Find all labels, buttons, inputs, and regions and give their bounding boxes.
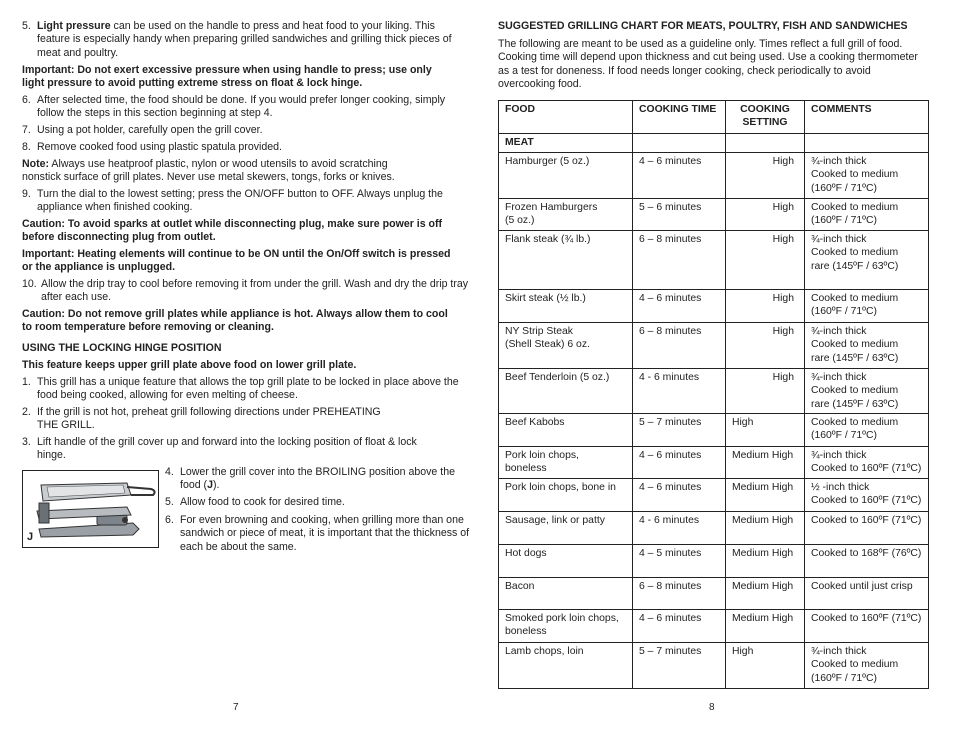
cell-setting: Medium High — [726, 545, 805, 578]
table-header-row — [499, 101, 929, 134]
cell-comments: Cooked to medium (160ºF / 71ºC) — [805, 199, 929, 231]
cell-comments: ¾-inch thick Cooked to medium rare (145ºF / 63ºC) — [805, 231, 929, 290]
table-row — [499, 231, 929, 290]
header-comments: COMMENTS — [805, 101, 929, 134]
cell-setting: High — [726, 199, 805, 231]
header-food: FOOD — [499, 101, 633, 134]
chart-title: SUGGESTED GRILLING CHART FOR MEATS, POULTRY, FISH AND SANDWICHES — [498, 20, 908, 32]
cell-comments: ¾-inch thick Cooked to medium rare (145ºF / 63ºC) — [805, 369, 929, 414]
cell-setting: High — [726, 643, 805, 689]
step-5: 5. Light pressure can be used on the handle to press and heat food to your liking. This feature is especially handy when preparing grilled sandwiches and grilling thick pieces of meat and poultry. — [22, 20, 452, 59]
important-heating: Important: Heating elements will continue to be ON until the On/Off switch is pressed or the appliance is unplugged. — [22, 248, 451, 274]
table-row — [499, 153, 929, 199]
cell-time: 4 – 6 minutes — [633, 610, 726, 643]
table-row — [499, 512, 929, 545]
table-row — [499, 578, 929, 610]
cell-time: 6 – 8 minutes — [633, 578, 726, 610]
table-row — [499, 643, 929, 689]
cell-time: 4 - 6 minutes — [633, 512, 726, 545]
hinge-subheading: This feature keeps upper grill plate above food on lower grill plate. — [22, 359, 357, 371]
grill-icon — [23, 471, 158, 547]
header-setting: COOKING SETTING — [726, 101, 805, 134]
table-row — [499, 323, 929, 369]
cell-comments: Cooked until just crisp — [805, 578, 929, 610]
cell-time: 4 – 6 minutes — [633, 479, 726, 512]
hinge-step-1: 1. This grill has a unique feature that allows the top grill plate to be locked in place above the food being cooked, allowing for even melting of cheese. — [22, 376, 459, 402]
cell-time: 6 – 8 minutes — [633, 323, 726, 369]
cell-comments: Cooked to 160ºF (71ºC) — [805, 512, 929, 545]
cell-comments: ¾-inch thick Cooked to medium (160ºF / 71ºC) — [805, 153, 929, 199]
cell-setting: Medium High — [726, 610, 805, 643]
step-10: 10. Allow the drip tray to cool before removing it from under the grill. Wash and dry the drip tray after each use. — [22, 278, 469, 304]
cell-time: 5 – 6 minutes — [633, 199, 726, 231]
cell-setting: High — [726, 153, 805, 199]
section-row — [499, 134, 929, 153]
cell-time: 4 – 5 minutes — [633, 545, 726, 578]
hinge-step-6: 6. For even browning and cooking, when grilling more than one sandwich or piece of meat, it is important that the thickness of each be about the same. — [165, 514, 470, 553]
page-number-left: 7 — [233, 702, 239, 713]
cell-comments: Cooked to 160ºF (71ºC) — [805, 610, 929, 643]
cell-food: Bacon — [499, 578, 633, 610]
cell-comments: Cooked to medium (160ºF / 71ºC) — [805, 290, 929, 323]
cell-setting: Medium High — [726, 578, 805, 610]
cell-time: 4 – 6 minutes — [633, 447, 726, 479]
header-time: COOKING TIME — [633, 101, 726, 134]
caution-plates: Caution: Do not remove grill plates while appliance is hot. Always allow them to cool to room temperature before removing or cleaning. — [22, 308, 448, 334]
hinge-step-5: 5. Allow food to cook for desired time. — [165, 496, 345, 508]
caution-sparks: Caution: To avoid sparks at outlet while disconnecting plug, make sure power is off before disconnecting plug from outlet. — [22, 218, 443, 244]
cell-food: Frozen Hamburgers (5 oz.) — [499, 199, 633, 231]
section-label: MEAT — [499, 134, 633, 153]
cell-setting: High — [726, 414, 805, 447]
table-row — [499, 290, 929, 323]
cell-comments: ¾-inch thick Cooked to 160ºF (71ºC) — [805, 447, 929, 479]
cell-food: Flank steak (¾ lb.) — [499, 231, 633, 290]
chart-intro: The following are meant to be used as a guideline only. Times reflect a full grill of food. Cooking time will depend upon thickness and cut being used. Use a cooking thermometer as a test for doneness. If food needs longer cooking, check periodically to avoid overcooking food. — [498, 38, 918, 91]
step-6: 6. After selected time, the food should be done. If you would prefer longer cooking, simply follow the steps in this section beginning at step 4. — [22, 94, 446, 120]
cell-time: 4 – 6 minutes — [633, 290, 726, 323]
cell-comments: ¾-inch thick Cooked to medium (160ºF / 71ºC) — [805, 643, 929, 689]
cell-food: Beef Tenderloin (5 oz.) — [499, 369, 633, 414]
table-row — [499, 199, 929, 231]
cell-setting: Medium High — [726, 447, 805, 479]
cell-comments: Cooked to 168ºF (76ºC) — [805, 545, 929, 578]
cell-setting: Medium High — [726, 512, 805, 545]
cell-food: NY Strip Steak (Shell Steak) 6 oz. — [499, 323, 633, 369]
cell-setting: High — [726, 290, 805, 323]
cell-food: Pork loin chops, boneless — [499, 447, 633, 479]
step-8: 8. Remove cooked food using plastic spatula provided. — [22, 141, 282, 153]
cell-food: Hamburger (5 oz.) — [499, 153, 633, 199]
step-7: 7. Using a pot holder, carefully open the grill cover. — [22, 124, 263, 136]
step-9: 9. Turn the dial to the lowest setting; press the ON/OFF button to OFF. Always unplug the appliance when finished cooking. — [22, 188, 443, 214]
table-row — [499, 610, 929, 643]
cell-time: 5 – 7 minutes — [633, 643, 726, 689]
table-row — [499, 447, 929, 479]
table-row — [499, 414, 929, 447]
hinge-step-4: 4. Lower the grill cover into the BROILING position above the food (J). — [165, 466, 455, 492]
cell-food: Beef Kabobs — [499, 414, 633, 447]
cell-food: Pork loin chops, bone in — [499, 479, 633, 512]
table-row — [499, 545, 929, 578]
cell-food: Smoked pork loin chops, boneless — [499, 610, 633, 643]
cell-food: Lamb chops, loin — [499, 643, 633, 689]
cell-setting: High — [726, 231, 805, 290]
hinge-step-2: 2. If the grill is not hot, preheat grill following directions under PREHEATING THE GRILL. — [22, 406, 381, 432]
grilling-chart-table — [498, 100, 929, 689]
cell-time: 4 – 6 minutes — [633, 153, 726, 199]
cell-food: Hot dogs — [499, 545, 633, 578]
cell-time: 5 – 7 minutes — [633, 414, 726, 447]
page-number-right: 8 — [709, 702, 715, 713]
cell-time: 4 - 6 minutes — [633, 369, 726, 414]
figure-label: J — [27, 530, 34, 543]
table-row — [499, 479, 929, 512]
cell-food: Sausage, link or patty — [499, 512, 633, 545]
table-row — [499, 369, 929, 414]
cell-setting: High — [726, 369, 805, 414]
note: Note: Always use heatproof plastic, nylon or wood utensils to avoid scratching nonstick surface of grill plates. Never use metal skewers, tongs, forks or knives. — [22, 158, 395, 184]
cell-comments: ¾-inch thick Cooked to medium rare (145ºF / 63ºC) — [805, 323, 929, 369]
hinge-heading: USING THE LOCKING HINGE POSITION — [22, 342, 222, 354]
hinge-step-3: 3. Lift handle of the grill cover up and forward into the locking position of float & lock hinge. — [22, 436, 417, 462]
cell-setting: High — [726, 323, 805, 369]
important-pressure: Important: Do not exert excessive pressure when using handle to press; use only light pressure to avoid putting extreme stress on float & lock hinge. — [22, 64, 432, 90]
cell-setting: Medium High — [726, 479, 805, 512]
cell-food: Skirt steak (½ lb.) — [499, 290, 633, 323]
cell-time: 6 – 8 minutes — [633, 231, 726, 290]
cell-comments: ½ -inch thick Cooked to 160ºF (71ºC) — [805, 479, 929, 512]
cell-comments: Cooked to medium (160ºF / 71ºC) — [805, 414, 929, 447]
grill-illustration — [22, 470, 159, 548]
